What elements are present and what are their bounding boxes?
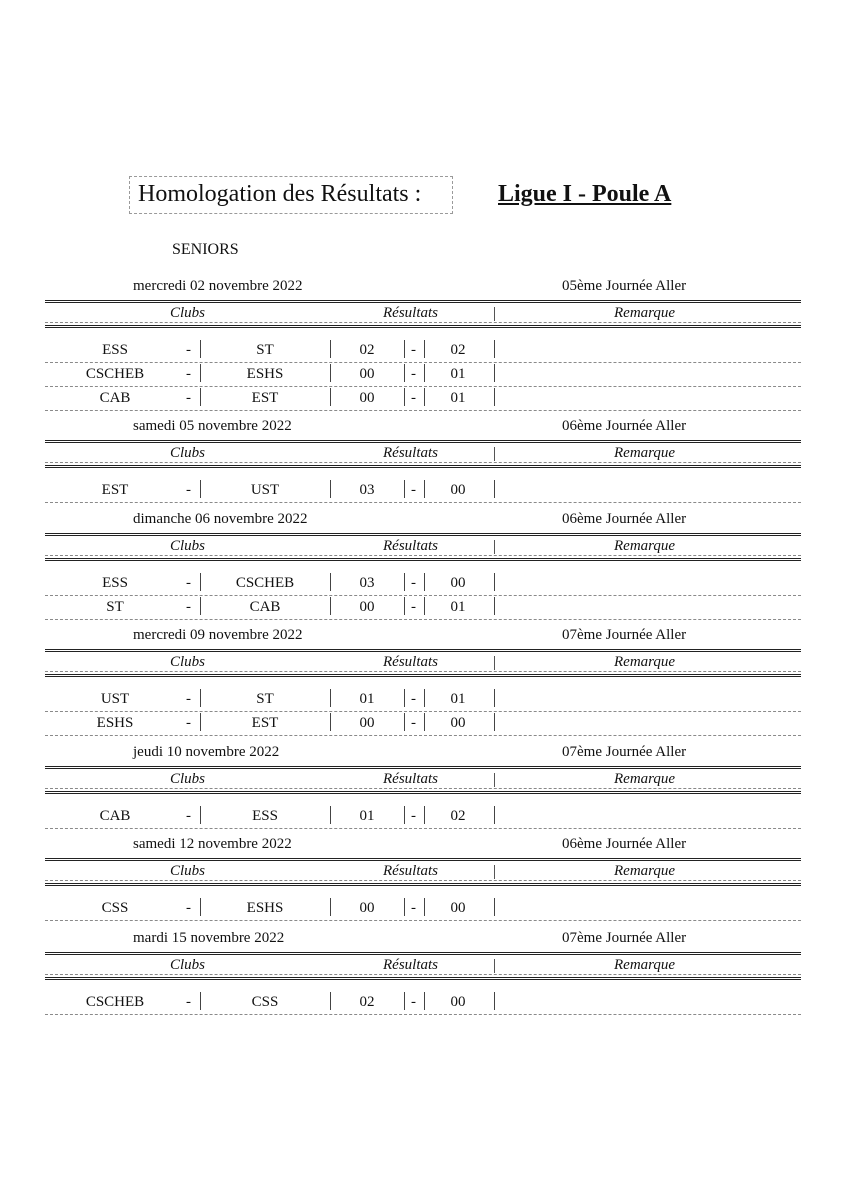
away-score: 02 — [450, 342, 466, 358]
header-rule-bottom — [45, 465, 801, 468]
cell-border — [424, 898, 425, 916]
cell-border — [424, 806, 425, 824]
home-score: 01 — [359, 691, 375, 707]
cell-border — [330, 480, 331, 498]
header-separator — [494, 307, 495, 321]
away-club: ST — [256, 342, 274, 358]
home-club: ESS — [102, 342, 128, 358]
cell-border — [404, 573, 405, 591]
home-score: 00 — [359, 900, 375, 916]
cell-border — [404, 689, 405, 707]
away-score: 00 — [450, 482, 466, 498]
match-row — [0, 364, 849, 387]
away-score: 01 — [450, 691, 466, 707]
header-dashed-line — [45, 974, 801, 975]
header-rule-bottom — [45, 325, 801, 328]
club-separator: - — [186, 342, 191, 358]
header-dashed-line — [45, 322, 801, 323]
home-club: ST — [106, 599, 124, 615]
score-separator: - — [411, 599, 416, 615]
club-separator: - — [186, 900, 191, 916]
row-dashed-line — [45, 386, 801, 387]
cell-border — [404, 480, 405, 498]
match-row — [0, 388, 849, 411]
match-row — [0, 806, 849, 829]
table-header — [0, 538, 849, 556]
remark-header: Remarque — [614, 957, 676, 973]
clubs-header: Clubs — [170, 538, 206, 554]
cell-border — [494, 992, 495, 1010]
away-score: 01 — [450, 390, 466, 406]
row-dashed-line — [45, 828, 801, 829]
row-dashed-line — [45, 502, 801, 503]
away-club: ESHS — [246, 900, 284, 916]
home-club: ESS — [102, 575, 128, 591]
away-score: 01 — [450, 599, 466, 615]
round-label: 07ème Journée Aller — [562, 627, 687, 643]
table-header — [0, 305, 849, 323]
match-row — [0, 480, 849, 503]
header-rule-top — [45, 858, 801, 861]
league-title: Ligue I - Poule A — [498, 181, 672, 207]
home-club: EST — [101, 482, 129, 498]
cell-border — [494, 597, 495, 615]
header-dashed-line — [45, 462, 801, 463]
cell-border — [424, 713, 425, 731]
cell-border — [330, 597, 331, 615]
header-dashed-line — [45, 555, 801, 556]
clubs-header: Clubs — [170, 305, 206, 321]
away-club: EST — [251, 715, 279, 731]
row-dashed-line — [45, 595, 801, 596]
cell-border — [404, 992, 405, 1010]
away-club: ST — [256, 691, 274, 707]
cell-border — [494, 898, 495, 916]
cell-border — [424, 364, 425, 382]
away-score: 00 — [450, 575, 466, 591]
match-day-section — [0, 511, 849, 621]
header-separator — [494, 959, 495, 973]
row-dashed-line — [45, 711, 801, 712]
cell-border — [494, 480, 495, 498]
header-dashed-line — [45, 671, 801, 672]
cell-border — [330, 364, 331, 382]
club-separator: - — [186, 994, 191, 1010]
document-title: Homologation des Résultats : — [138, 181, 422, 207]
header-rule-top — [45, 766, 801, 769]
round-label: 06ème Journée Aller — [562, 418, 687, 434]
clubs-header: Clubs — [170, 445, 206, 461]
header-dashed-line — [45, 880, 801, 881]
cell-border — [404, 340, 405, 358]
cell-border — [404, 806, 405, 824]
match-date: mercredi 02 novembre 2022 — [133, 278, 303, 294]
home-club: CAB — [99, 808, 131, 824]
match-date: mercredi 09 novembre 2022 — [133, 627, 303, 643]
match-date: dimanche 06 novembre 2022 — [133, 511, 308, 527]
home-club: CSCHEB — [85, 994, 145, 1010]
table-header — [0, 654, 849, 672]
cell-border — [404, 388, 405, 406]
row-dashed-line — [45, 410, 801, 411]
cell-border — [494, 388, 495, 406]
away-club: UST — [250, 482, 280, 498]
cell-border — [404, 898, 405, 916]
clubs-header: Clubs — [170, 957, 206, 973]
away-club: CSCHEB — [235, 575, 295, 591]
header-rule-top — [45, 952, 801, 955]
cell-border — [494, 573, 495, 591]
header-rule-top — [45, 300, 801, 303]
round-label: 07ème Journée Aller — [562, 930, 687, 946]
away-score: 02 — [450, 808, 466, 824]
away-score: 00 — [450, 715, 466, 731]
club-separator: - — [186, 599, 191, 615]
home-score: 03 — [359, 575, 375, 591]
header-dashed-line — [45, 788, 801, 789]
round-label: 05ème Journée Aller — [562, 278, 687, 294]
score-separator: - — [411, 900, 416, 916]
header-rule-bottom — [45, 558, 801, 561]
away-score: 01 — [450, 366, 466, 382]
results-header: Résultats — [383, 538, 438, 554]
score-separator: - — [411, 366, 416, 382]
club-separator: - — [186, 390, 191, 406]
match-row — [0, 597, 849, 620]
match-day-section — [0, 836, 849, 922]
results-header: Résultats — [383, 771, 438, 787]
category-label: SENIORS — [172, 241, 239, 258]
header-rule-top — [45, 649, 801, 652]
home-score: 00 — [359, 366, 375, 382]
club-separator: - — [186, 691, 191, 707]
cell-border — [424, 573, 425, 591]
row-dashed-line — [45, 920, 801, 921]
header-separator — [494, 447, 495, 461]
table-header — [0, 771, 849, 789]
away-score: 00 — [450, 994, 466, 1010]
match-row — [0, 713, 849, 736]
cell-border — [494, 340, 495, 358]
match-day-section — [0, 418, 849, 504]
cell-border — [404, 364, 405, 382]
cell-border — [424, 340, 425, 358]
clubs-header: Clubs — [170, 863, 206, 879]
match-date: samedi 12 novembre 2022 — [133, 836, 292, 852]
table-header — [0, 957, 849, 975]
match-row — [0, 689, 849, 712]
remark-header: Remarque — [614, 771, 676, 787]
match-date: mardi 15 novembre 2022 — [133, 930, 285, 946]
results-header: Résultats — [383, 654, 438, 670]
match-day-section — [0, 744, 849, 830]
club-separator: - — [186, 482, 191, 498]
header-separator — [494, 540, 495, 554]
cell-border — [330, 713, 331, 731]
home-score: 02 — [359, 994, 375, 1010]
cell-border — [424, 992, 425, 1010]
score-separator: - — [411, 715, 416, 731]
club-separator: - — [186, 808, 191, 824]
away-club: CAB — [249, 599, 281, 615]
header-separator — [494, 656, 495, 670]
results-header: Résultats — [383, 863, 438, 879]
home-score: 01 — [359, 808, 375, 824]
score-separator: - — [411, 342, 416, 358]
home-club: ESHS — [96, 715, 134, 731]
cell-border — [494, 713, 495, 731]
match-row — [0, 898, 849, 921]
home-score: 00 — [359, 715, 375, 731]
round-label: 06ème Journée Aller — [562, 511, 687, 527]
remark-header: Remarque — [614, 538, 676, 554]
match-row — [0, 573, 849, 596]
match-row — [0, 992, 849, 1015]
home-club: CAB — [99, 390, 131, 406]
header-rule-bottom — [45, 977, 801, 980]
cell-border — [404, 597, 405, 615]
row-dashed-line — [45, 619, 801, 620]
cell-border — [494, 689, 495, 707]
match-day-section — [0, 930, 849, 1016]
remark-header: Remarque — [614, 305, 676, 321]
header-rule-top — [45, 440, 801, 443]
cell-border — [330, 806, 331, 824]
score-separator: - — [411, 691, 416, 707]
away-club: EST — [251, 390, 279, 406]
match-row — [0, 340, 849, 363]
header-rule-bottom — [45, 674, 801, 677]
score-separator: - — [411, 575, 416, 591]
away-club: CSS — [251, 994, 279, 1010]
clubs-header: Clubs — [170, 771, 206, 787]
away-club: ESS — [252, 808, 278, 824]
cell-border — [330, 689, 331, 707]
score-separator: - — [411, 390, 416, 406]
cell-border — [494, 364, 495, 382]
score-separator: - — [411, 994, 416, 1010]
header-separator — [494, 773, 495, 787]
club-separator: - — [186, 715, 191, 731]
match-day-section — [0, 627, 849, 737]
match-date: jeudi 10 novembre 2022 — [133, 744, 280, 760]
header-rule-bottom — [45, 883, 801, 886]
row-dashed-line — [45, 362, 801, 363]
header-rule-top — [45, 533, 801, 536]
cell-border — [330, 340, 331, 358]
home-score: 00 — [359, 390, 375, 406]
score-separator: - — [411, 482, 416, 498]
cell-border — [330, 573, 331, 591]
home-club: CSCHEB — [85, 366, 145, 382]
results-header: Résultats — [383, 957, 438, 973]
score-separator: - — [411, 808, 416, 824]
cell-border — [494, 806, 495, 824]
round-label: 07ème Journée Aller — [562, 744, 687, 760]
remark-header: Remarque — [614, 863, 676, 879]
row-dashed-line — [45, 735, 801, 736]
match-day-section — [0, 278, 849, 412]
cell-border — [424, 689, 425, 707]
club-separator: - — [186, 575, 191, 591]
home-score: 00 — [359, 599, 375, 615]
cell-border — [404, 713, 405, 731]
remark-header: Remarque — [614, 654, 676, 670]
home-score: 02 — [359, 342, 375, 358]
home-score: 03 — [359, 482, 375, 498]
clubs-header: Clubs — [170, 654, 206, 670]
cell-border — [330, 992, 331, 1010]
cell-border — [424, 388, 425, 406]
cell-border — [330, 898, 331, 916]
round-label: 06ème Journée Aller — [562, 836, 687, 852]
header-rule-bottom — [45, 791, 801, 794]
results-header: Résultats — [383, 305, 438, 321]
results-header: Résultats — [383, 445, 438, 461]
header-separator — [494, 865, 495, 879]
cell-border — [424, 480, 425, 498]
cell-border — [330, 388, 331, 406]
cell-border — [424, 597, 425, 615]
home-club: UST — [100, 691, 130, 707]
table-header — [0, 445, 849, 463]
document-header — [0, 172, 849, 222]
club-separator: - — [186, 366, 191, 382]
table-header — [0, 863, 849, 881]
away-club: ESHS — [246, 366, 284, 382]
match-date: samedi 05 novembre 2022 — [133, 418, 292, 434]
row-dashed-line — [45, 1014, 801, 1015]
away-score: 00 — [450, 900, 466, 916]
remark-header: Remarque — [614, 445, 676, 461]
home-club: CSS — [101, 900, 129, 916]
